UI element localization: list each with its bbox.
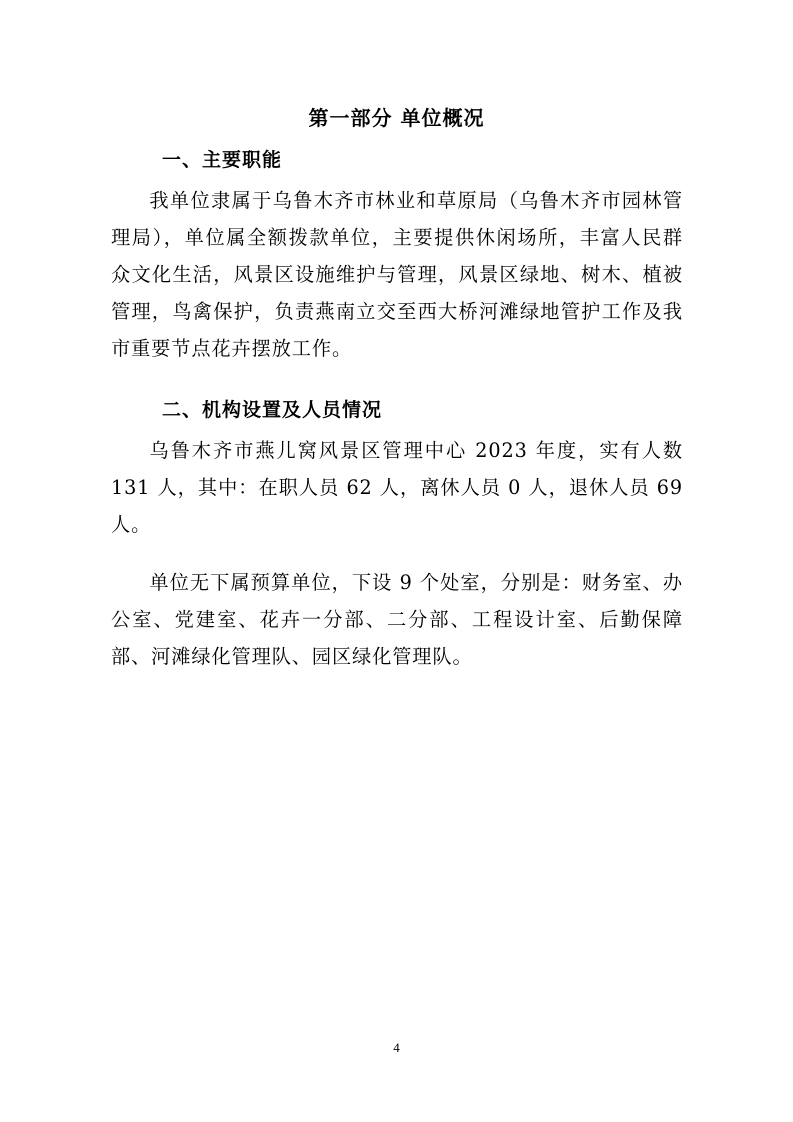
section-heading-organization-staff: 二、机构设置及人员情况	[162, 399, 383, 421]
paragraph-main-functions: 我单位隶属于乌鲁木齐市林业和草原局（乌鲁木齐市园林管理局），单位属全额拨款单位，主要提供休闲场所，丰富人民群众文化生活，风景区设施维护与管理，风景区绿地、树木、植被管理，鸟禽保护，负责燕南立交至西大桥河滩绿地管护工作及我市重要节点花卉摆放工作。	[111, 189, 683, 360]
paragraph-staff-count: 乌鲁木齐市燕儿窝风景区管理中心 2023 年度，实有人数 131 人，其中：在职人员 62 人，离休人员 0 人，退休人员 69 人。	[111, 439, 683, 536]
page-title: 第一部分 单位概况	[308, 106, 485, 130]
section-heading-main-functions: 一、主要职能	[162, 149, 283, 171]
paragraph-departments: 单位无下属预算单位，下设 9 个处室，分别是：财务室、办公室、党建室、花卉一分部、二分部、工程设计室、后勤保障部、河滩绿化管理队、园区绿化管理队。	[111, 571, 683, 668]
page-number: 4	[393, 1040, 400, 1055]
